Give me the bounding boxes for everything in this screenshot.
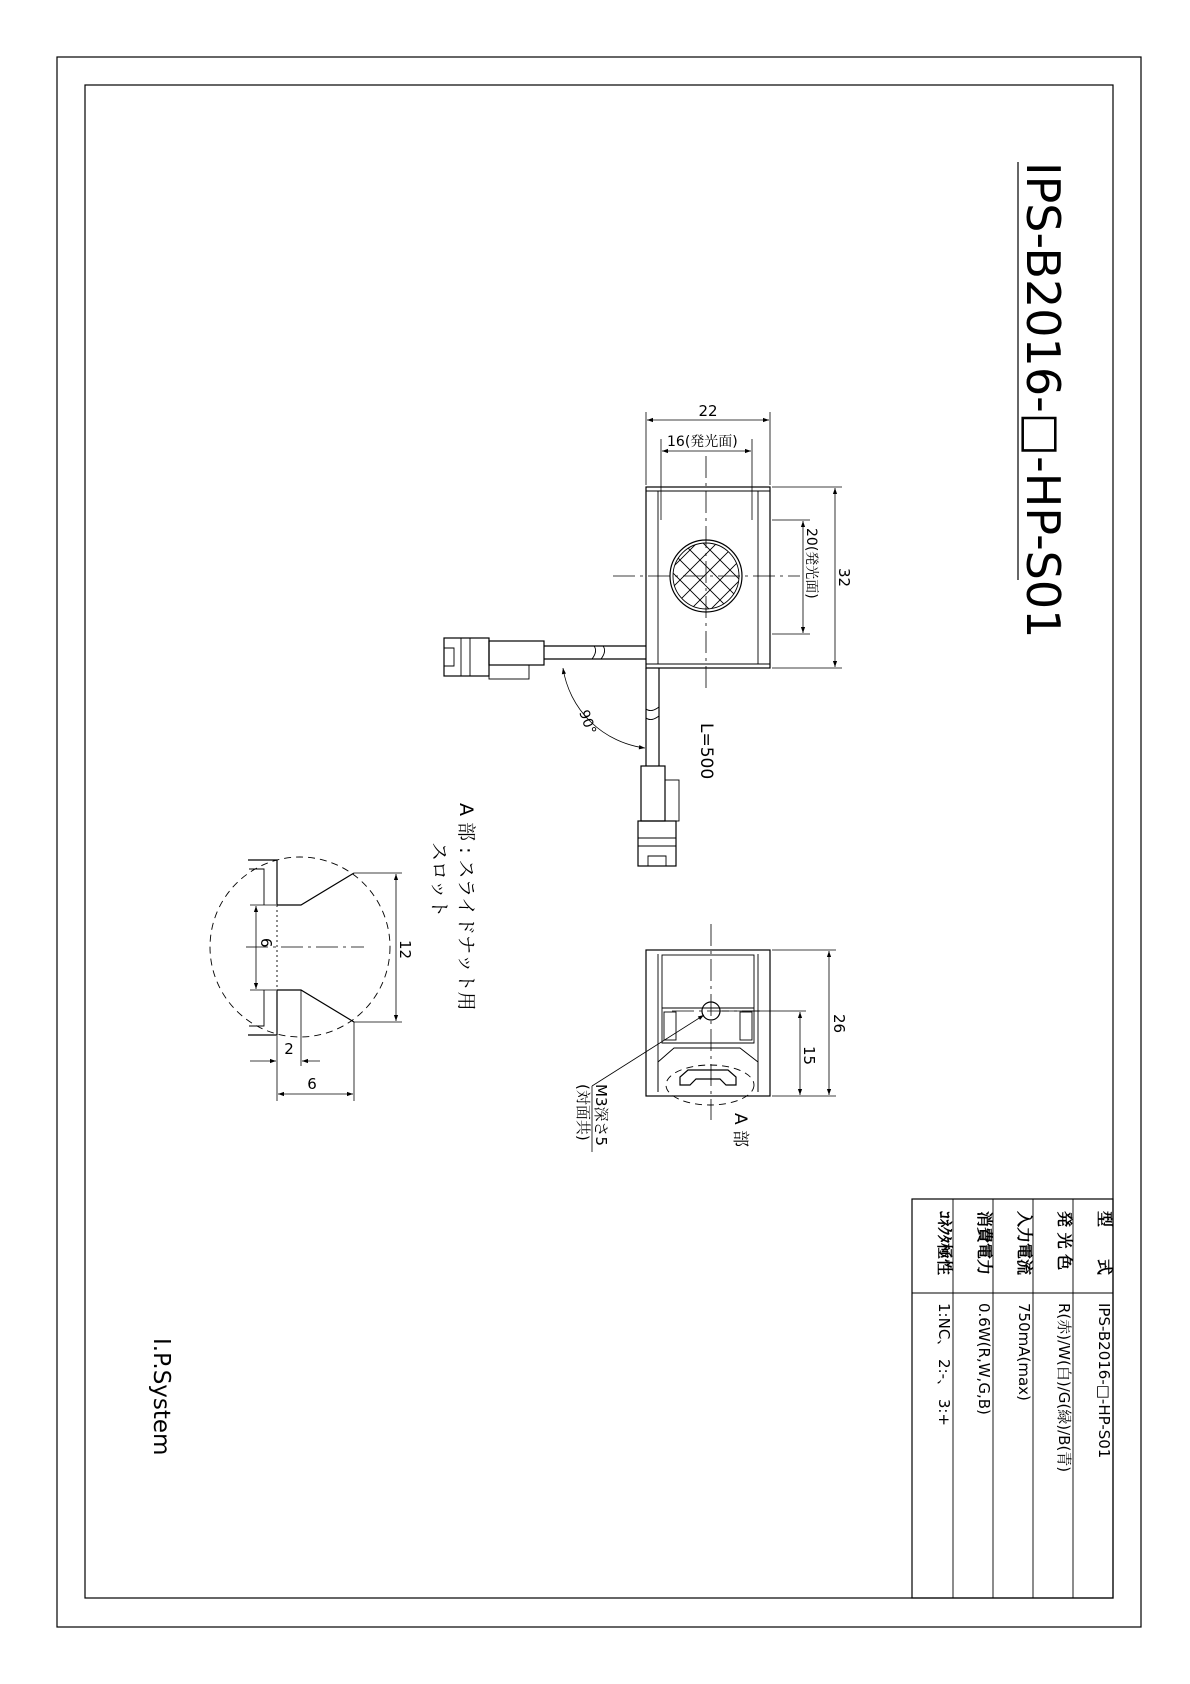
spec-value-current: 750mA(max) (1015, 1303, 1033, 1401)
drawing-title: IPS-B2016-□-HP-S01 (1016, 162, 1070, 639)
spec-value-color: R(赤)/W(白)/G(緑)/B(青) (1055, 1303, 1073, 1473)
detail-label-line2: スロット (428, 842, 450, 918)
hole-spec-note: (対面共) (574, 1084, 592, 1141)
detail-label-line1: A 部 : スライドナット用 (455, 803, 477, 1011)
side-housing (646, 950, 770, 1096)
angle-arc (563, 668, 645, 748)
dim-slot-full-width: 6 (307, 1075, 317, 1093)
connector-down (641, 766, 665, 821)
dim-height: 32 (835, 568, 853, 588)
spec-value-polarity: 1:NC、 2:-、 3:+ (935, 1303, 953, 1427)
inner-border (85, 85, 1113, 1598)
spec-label-current: 入力電流 (1015, 1211, 1034, 1276)
spec-value-power: 0.6W(R,W,G,B) (975, 1303, 993, 1415)
hole-spec-label: M3深さ5 (592, 1084, 610, 1147)
detail-view (210, 803, 477, 1101)
spec-value-model: IPS-B2016-□-HP-S01 (1095, 1303, 1113, 1459)
side-view (574, 924, 848, 1152)
connector-left (489, 641, 544, 665)
cable-length-label: L=500 (696, 723, 716, 780)
dim-slot-depth: 2 (284, 1040, 294, 1058)
title-block (1016, 162, 1070, 638)
section-a-label: A 部 (730, 1113, 750, 1148)
dim-side-height: 26 (830, 1014, 848, 1034)
spec-label-polarity: ｺﾈｸﾀ極性 (935, 1211, 954, 1276)
section-a-marker (666, 1065, 754, 1105)
dim-emit-width: 16(発光面) (667, 434, 738, 450)
spec-label-model: 型 式 (1095, 1211, 1114, 1276)
dim-hole-height: 15 (800, 1046, 818, 1066)
housing-outline (646, 487, 770, 668)
spec-label-power: 消費電力 (975, 1211, 994, 1276)
dim-slot-width: 6 (257, 938, 275, 948)
spec-label-color: 発 光 色 (1055, 1211, 1074, 1271)
company-name: I.P.System (148, 1338, 174, 1456)
angle-label: 90° (575, 707, 599, 737)
slot-profile (680, 1070, 736, 1085)
front-view (444, 402, 853, 866)
spec-table (912, 1199, 1114, 1598)
dim-slot-height: 12 (396, 940, 414, 960)
dim-emit-height: 20(発光面) (803, 528, 819, 599)
dim-width: 22 (698, 402, 718, 420)
